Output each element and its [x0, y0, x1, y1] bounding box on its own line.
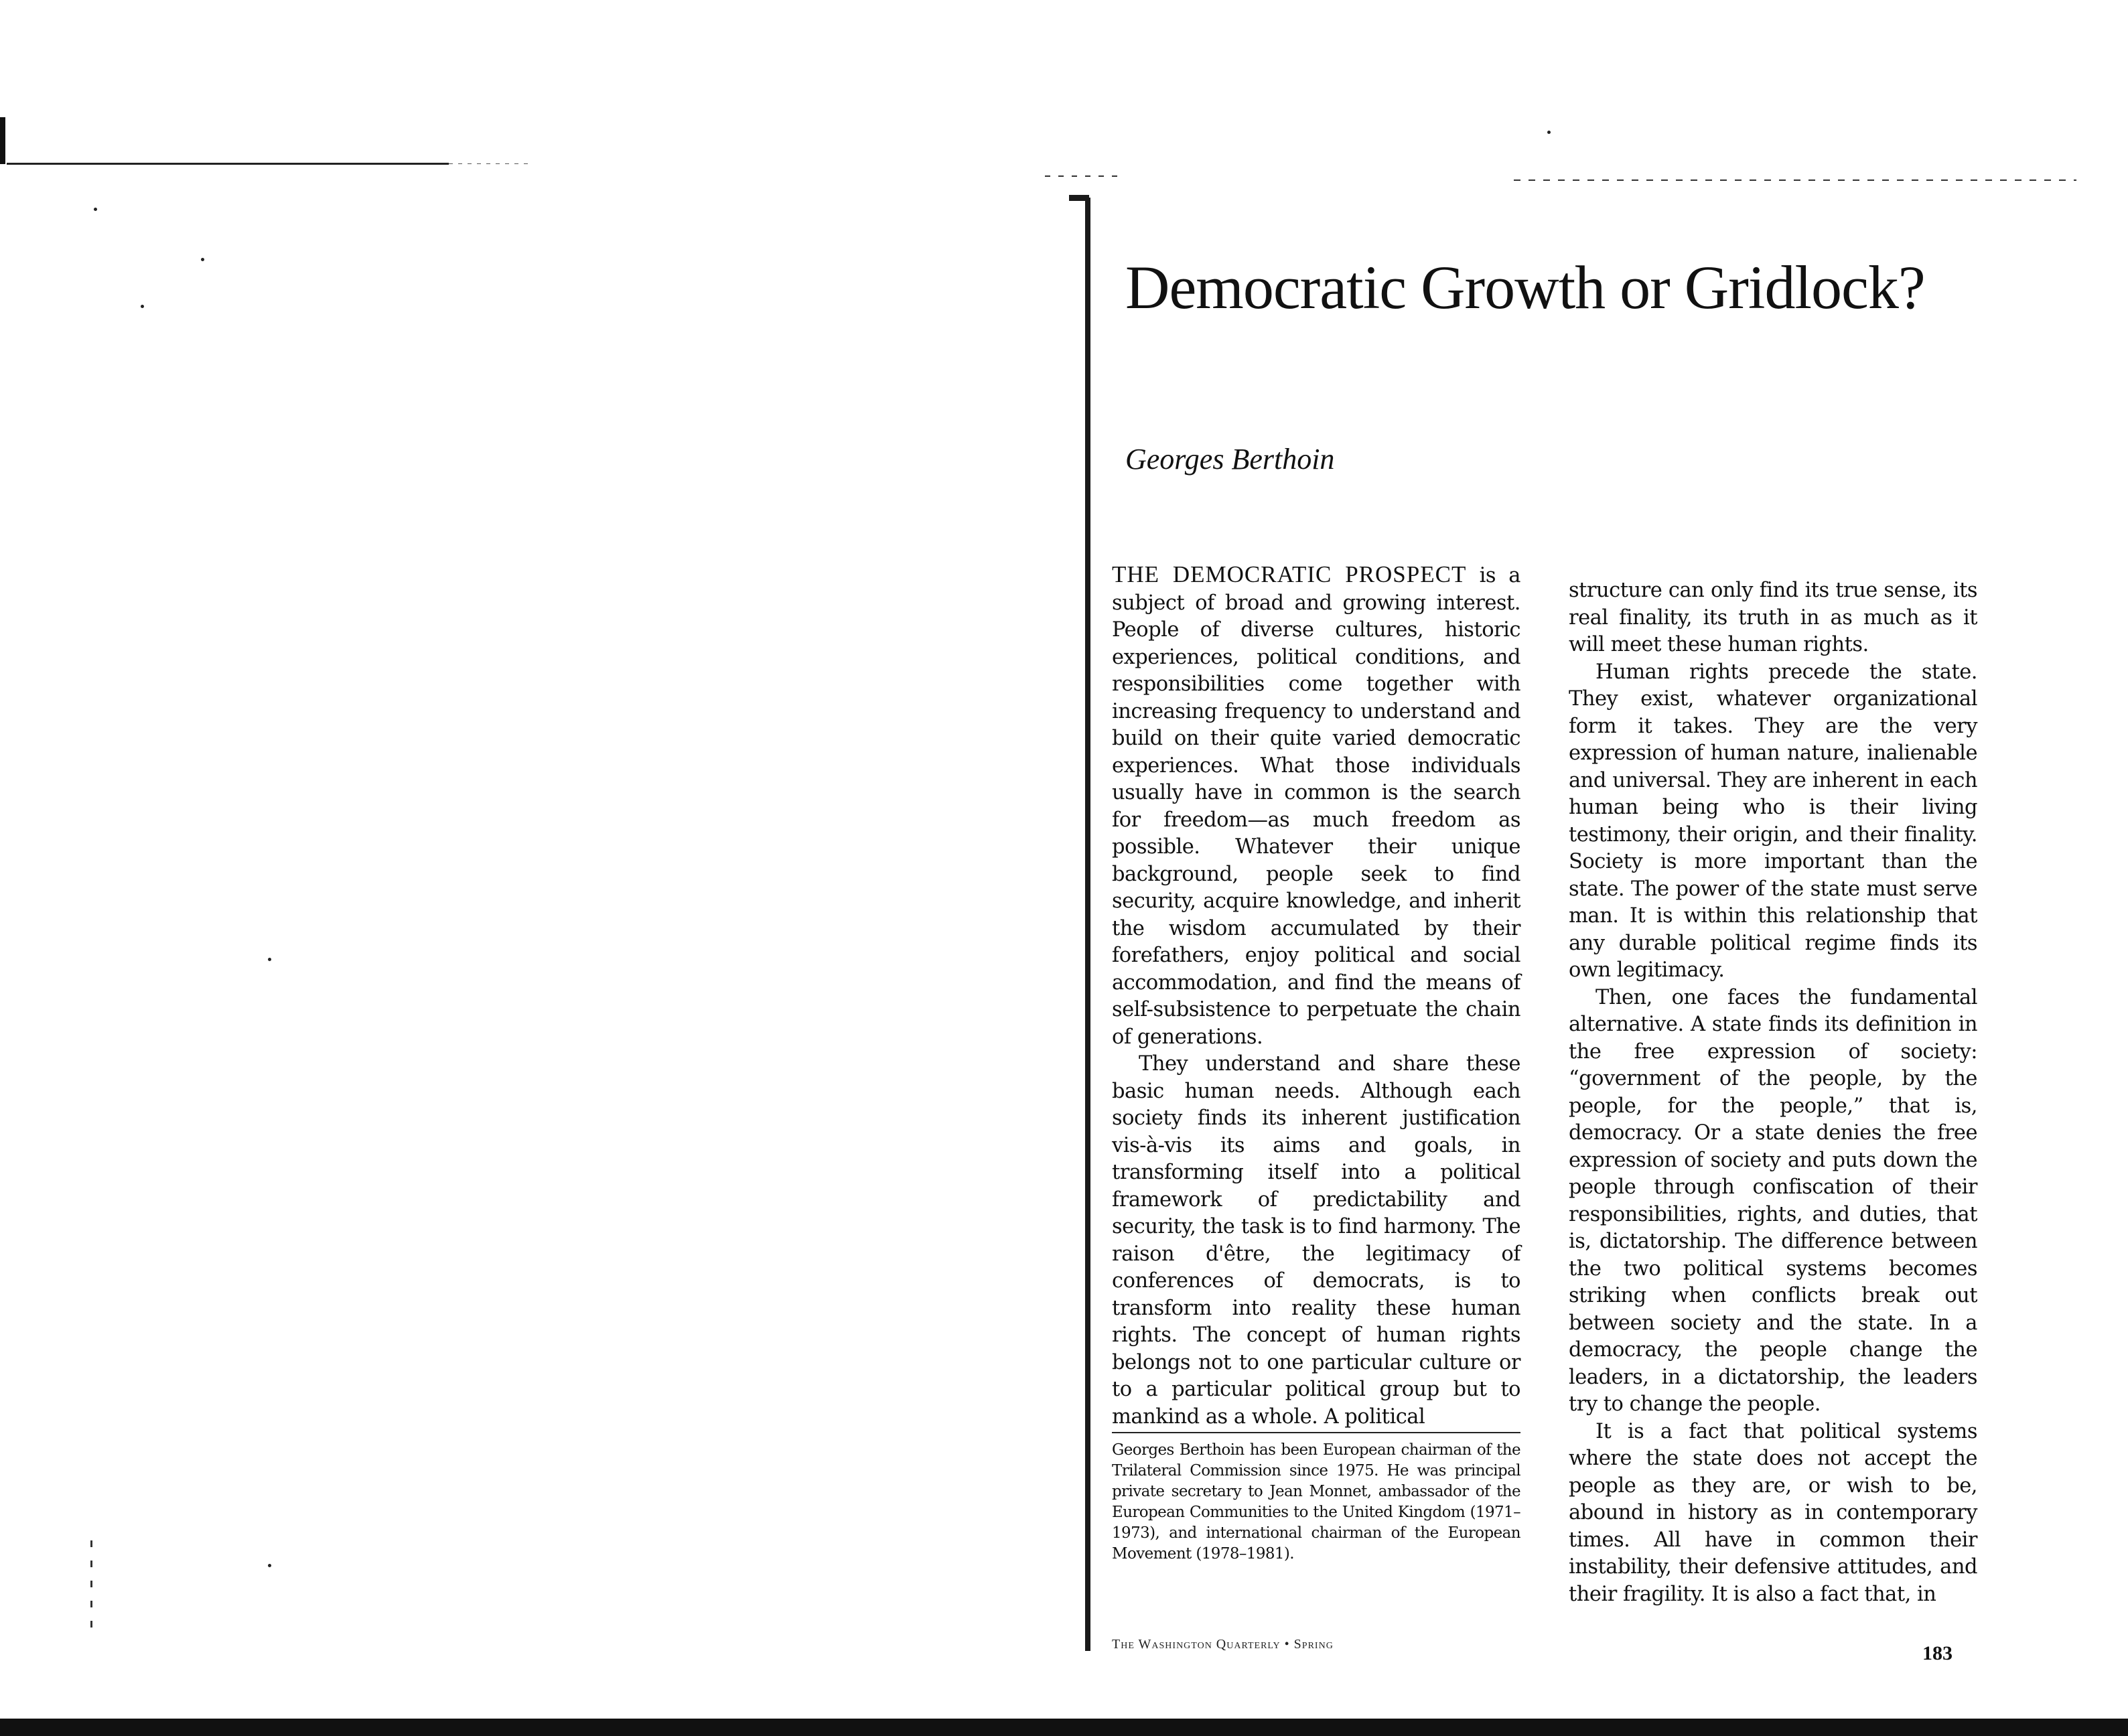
page-spine-cap — [1069, 195, 1089, 201]
paragraph-text: is a subject of broad and growing interest. People of diverse cultures, historic experiences, political conditions, and responsibilities come together with increasing frequency to understand and build on their quite varied democratic experiences. What those individuals usually have in common is the search for freedom—as much freedom as possible. Whatever their unique background, people seek to find security, acquire knowledge, and inherit the wisdom accumulated by their forefathers, enjoy political and social accommodation, and find the means of self-subsistence to perpetuate the chain of generations. — [1112, 564, 1520, 1049]
page-number: 183 — [1922, 1642, 1953, 1664]
scan-speck — [94, 208, 97, 211]
paragraph: They understand and share these basic human needs. Although each society finds its inherent justification vis-à-vis its aims and goals, in transforming itself into a political framework of predictability and security, the task is to find harmony. The raison d'être, the legitimacy of conferences of democrats, is to transform into reality these human rights. The concept of human rights belongs not to one particular culture or to a particular political group but to mankind as a whole. A political — [1112, 1052, 1520, 1429]
scan-speck — [141, 305, 144, 308]
paragraph: structure can only find its true sense, its real finality, its truth in as much as it will meet these human rights. — [1569, 579, 1977, 656]
paragraph: Then, one faces the fundamental alternative. A state finds its definition in the free expression of society: “government of the people, by the people, for the people,” that is, democracy. Or a state denies the free expression of society and puts down the people through confiscation of their responsibilities, rights, and duties, that is, dictatorship. The difference between the two political systems becomes striking when conflicts break out between society and the state. In a democracy, the people change the leaders, in a dictatorship, the leaders try to change the people. — [1569, 985, 1977, 1416]
scan-edge-mark — [0, 117, 5, 164]
article-title: Democratic Growth or Gridlock? — [1125, 253, 1925, 321]
scan-speck — [1547, 131, 1551, 134]
scan-top-rule-dashed — [1514, 179, 2076, 181]
paragraph: It is a fact that political systems where the state does not accept the people as they are, or wish to be, abound in history as in contemporary times. All have in common their instability, their defensive attitudes, and their fragility. It is also a fact that, in — [1569, 1419, 1977, 1606]
scan-top-rule-dashed — [1045, 175, 1125, 177]
scan-speck — [268, 958, 271, 961]
paragraph — [1112, 561, 1520, 1051]
author-footnote: Georges Berthoin has been European chairman of the Trilateral Commission since 1975. He was principal private secretary to Jean Monnet, ambassador of the European Communities to the United Kingdom (1971–1973), and international chairman of the European Movement (1978–1981). — [1112, 1441, 1520, 1563]
scan-bottom-band — [0, 1719, 2128, 1736]
scan-speck — [201, 258, 204, 261]
scan-speck — [268, 1564, 271, 1567]
body-column-left — [1112, 561, 1520, 1431]
article-author: Georges Berthoin — [1125, 443, 1335, 476]
paragraph: Human rights precede the state. They exist, whatever organizational form it takes. They are the very expression of human nature, inalienable and universal. They are inherent in each human being who is their living testimony, their origin, and their finality. Society is more important than the state. The power of the state must serve man. It is within this relationship that any durable political regime finds its own legitimacy. — [1569, 660, 1977, 982]
scan-top-rule-dashed — [449, 163, 529, 164]
footnote-divider — [1112, 1432, 1520, 1433]
page-spine-rule — [1085, 198, 1090, 1651]
scan-top-rule — [7, 163, 449, 165]
lead-caps: THE DEMOCRATIC PROSPECT — [1112, 561, 1467, 587]
journal-footer: The Washington Quarterly • Spring — [1112, 1637, 1334, 1652]
body-column-right — [1569, 577, 1977, 1608]
scan-dash-mark — [90, 1540, 92, 1628]
